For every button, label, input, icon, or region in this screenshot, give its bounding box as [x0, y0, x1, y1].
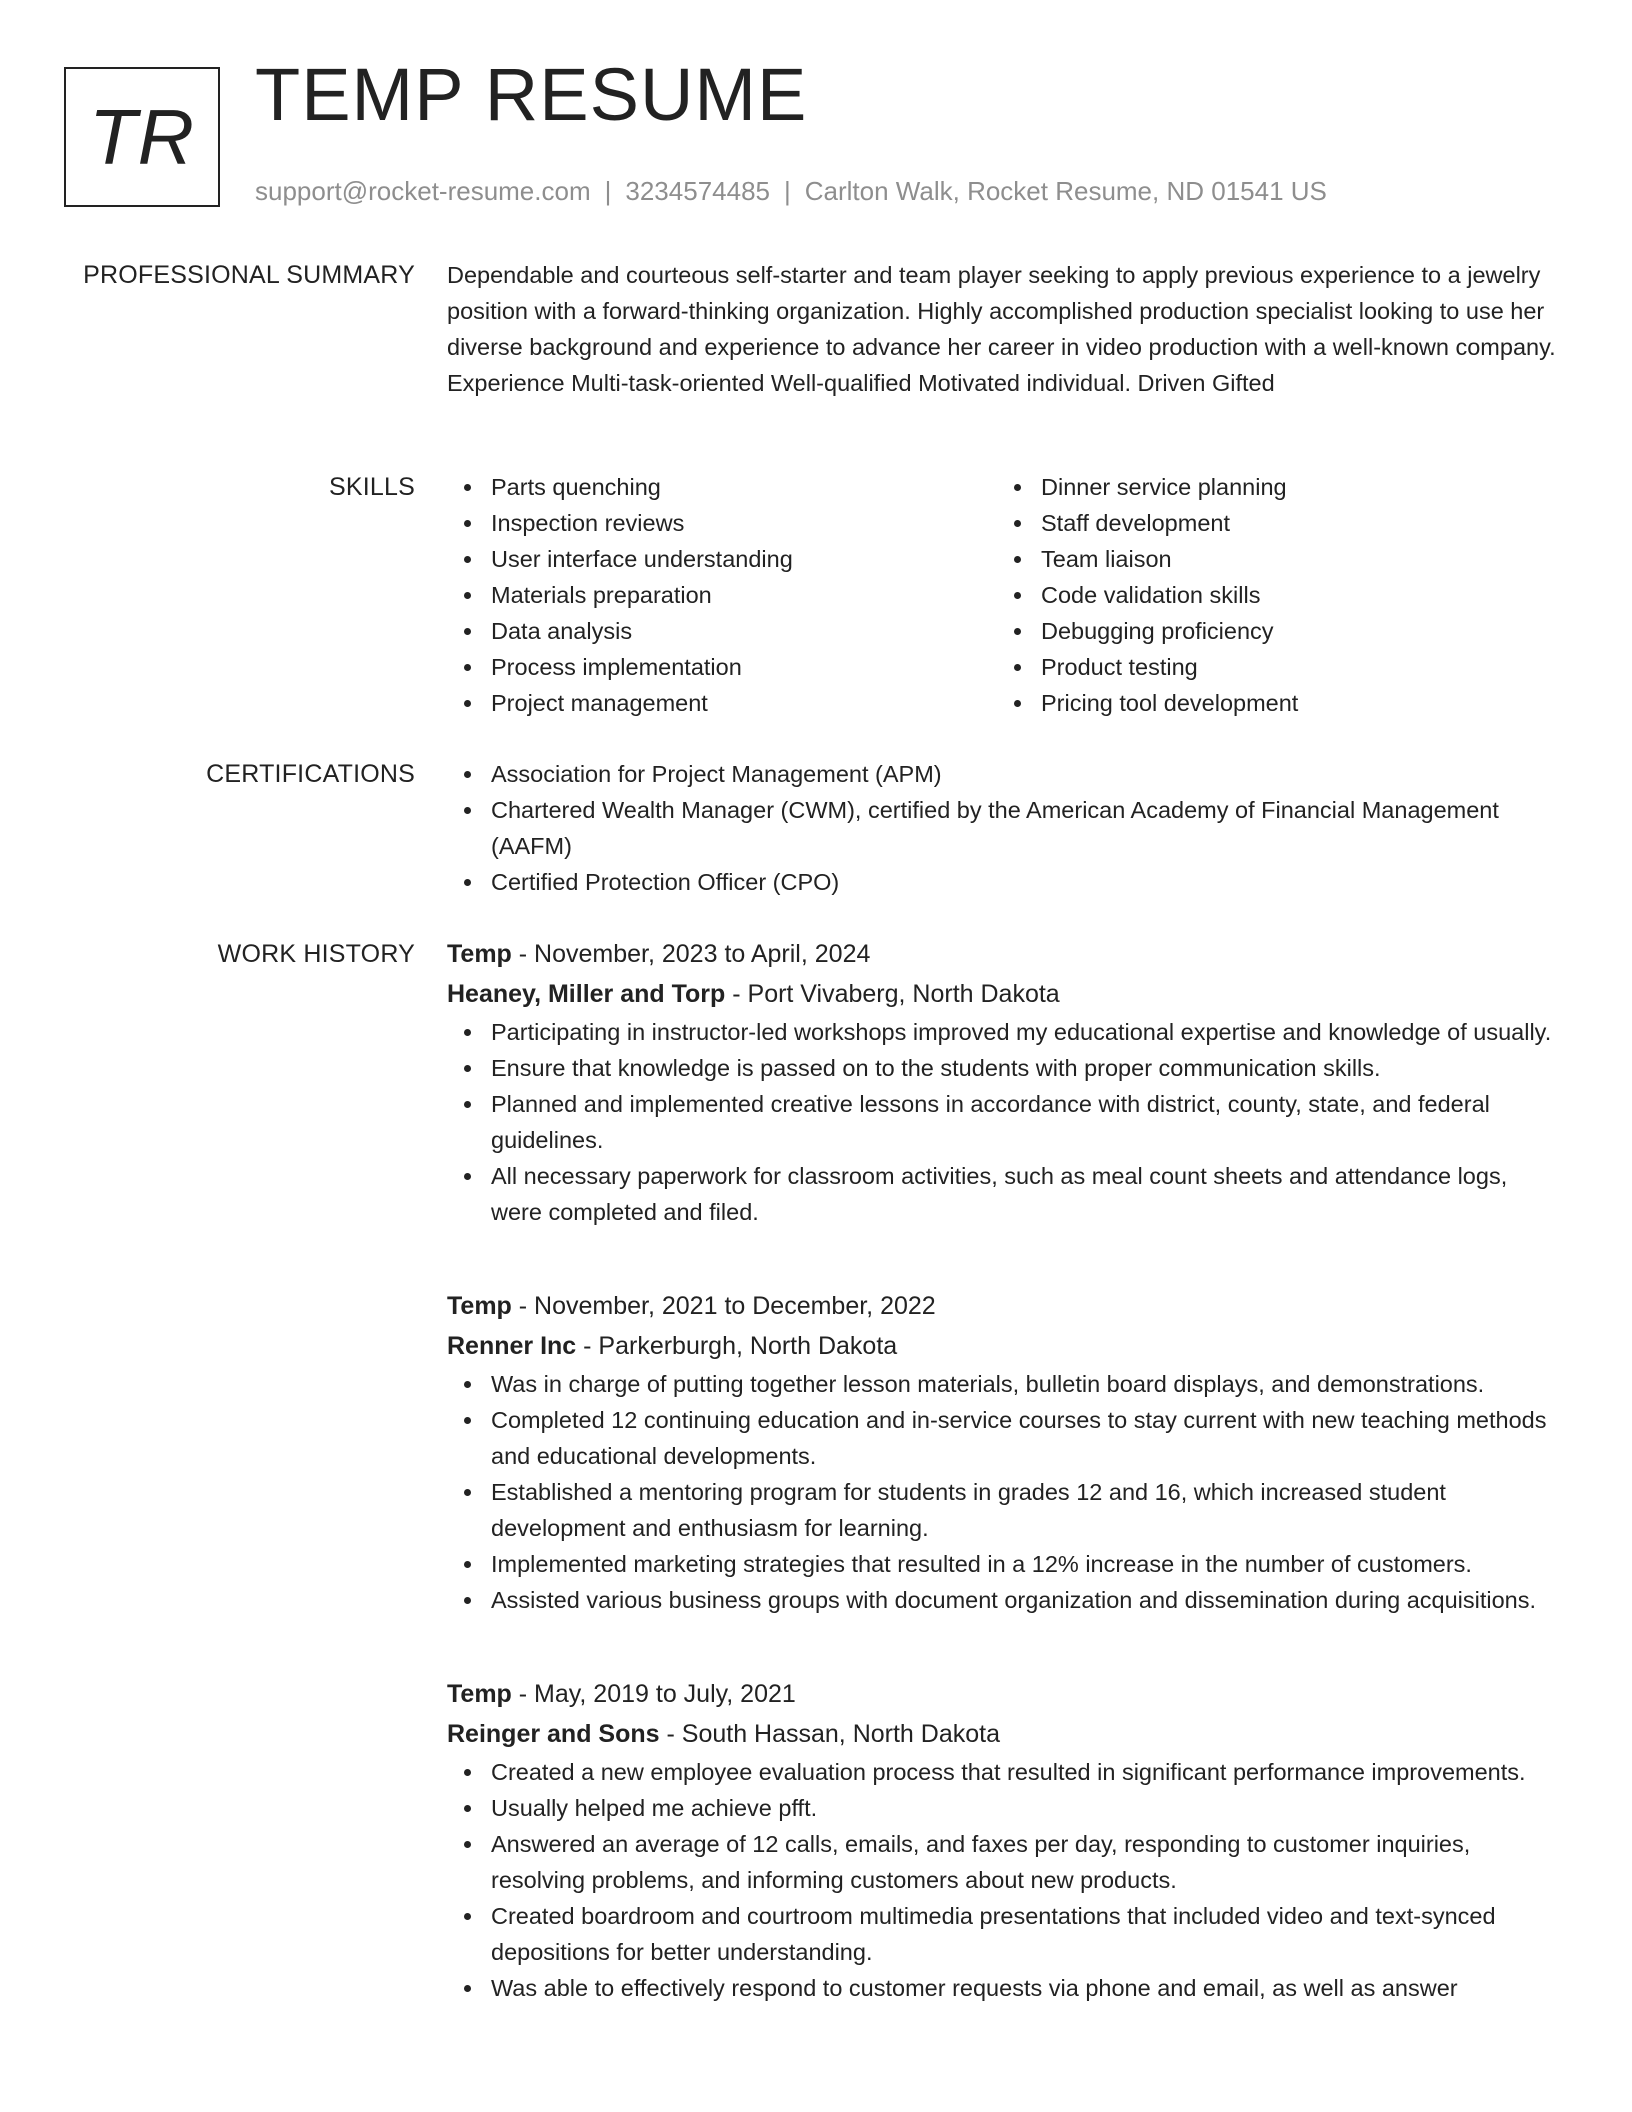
monogram-logo — [64, 67, 220, 207]
monogram-initials: TR — [89, 92, 195, 181]
job-dates: - May, 2019 to July, 2021 — [511, 1680, 796, 1708]
job-bullet: Created boardroom and courtroom multimedia presentations that included video and text-synced depositions for better understanding. — [491, 1898, 1559, 1970]
skills-body — [447, 469, 1559, 721]
skills-heading: SKILLS — [329, 473, 415, 501]
skill-item: Product testing — [1041, 649, 1547, 685]
contact-separator: | — [784, 176, 791, 206]
skill-item: Pricing tool development — [1041, 685, 1547, 721]
resume-name: TEMP RESUME — [255, 53, 808, 136]
contact-phone: 3234574485 — [625, 176, 770, 206]
certification-item: Association for Project Management (APM) — [491, 756, 1559, 792]
skills-column-left — [447, 469, 997, 721]
job-bullet-list — [447, 1366, 1559, 1618]
skill-item: Process implementation — [491, 649, 997, 685]
contact-separator: | — [604, 176, 612, 206]
job-bullet: Participating in instructor-led workshops improved my educational expertise and knowledge of usually. — [491, 1014, 1559, 1050]
certification-item: Chartered Wealth Manager (CWM), certified by the American Academy of Financial Management (AAFM) — [491, 792, 1559, 864]
work-body — [447, 934, 1559, 2006]
job-bullet: Assisted various business groups with document organization and dissemination during acquisitions. — [491, 1582, 1559, 1618]
skill-item: Staff development — [1041, 505, 1547, 541]
work-heading: WORK HISTORY — [217, 940, 415, 968]
job-bullet: Completed 12 continuing education and in-service courses to stay current with new teaching methods and educational developments. — [491, 1402, 1559, 1474]
skill-item: Project management — [491, 685, 997, 721]
job-bullet: Ensure that knowledge is passed on to the students with proper communication skills. — [491, 1050, 1559, 1086]
job-bullet: Answered an average of 12 calls, emails, and faxes per day, responding to customer inquiries, resolving problems, and informing customers about new products. — [491, 1826, 1559, 1898]
job-entry — [447, 934, 1559, 1230]
skill-item: Inspection reviews — [491, 505, 997, 541]
summary-body — [447, 257, 1559, 401]
skills-list-right — [997, 469, 1547, 721]
skill-item: Materials preparation — [491, 577, 997, 613]
job-bullet-list — [447, 1754, 1559, 2006]
job-company: Reinger and Sons — [447, 1720, 660, 1748]
job-dates: - November, 2021 to December, 2022 — [511, 1292, 936, 1320]
job-location: - Port Vivaberg, North Dakota — [725, 980, 1060, 1008]
job-title-line — [447, 1674, 1559, 1714]
job-bullet: Was in charge of putting together lesson materials, bulletin board displays, and demonstrations. — [491, 1366, 1559, 1402]
job-bullet: Was able to effectively respond to customer requests via phone and email, as well as answer — [491, 1970, 1559, 2006]
job-bullet: Planned and implemented creative lessons in accordance with district, county, state, and federal guidelines. — [491, 1086, 1559, 1158]
job-title-line — [447, 1286, 1559, 1326]
job-bullet: Established a mentoring program for students in grades 12 and 16, which increased student development and enthusiasm for learning. — [491, 1474, 1559, 1546]
job-company: Heaney, Miller and Torp — [447, 980, 726, 1008]
job-bullet: Usually helped me achieve pfft. — [491, 1790, 1559, 1826]
skills-column-right — [997, 469, 1547, 721]
summary-text: Dependable and courteous self-starter and team player seeking to apply previous experience to a jewelry position with a forward-thinking organization. Highly accomplished production specialist looking to use her diverse background and experience to advance her career in video production with a well-known company. Experience Multi-task-oriented Well-qualified Motivated individual. Driven Gifted — [447, 262, 1556, 396]
job-entry — [447, 1674, 1559, 2006]
job-bullet-list — [447, 1014, 1559, 1230]
certifications-list — [447, 756, 1559, 900]
contact-line — [255, 176, 1327, 207]
skill-item: Data analysis — [491, 613, 997, 649]
job-bullet: Created a new employee evaluation process that resulted in significant performance improvements. — [491, 1754, 1559, 1790]
job-title: Temp — [447, 1292, 512, 1320]
skill-item: User interface understanding — [491, 541, 997, 577]
job-location: - Parkerburgh, North Dakota — [576, 1332, 898, 1360]
job-company: Renner Inc — [447, 1332, 577, 1360]
job-dates: - November, 2023 to April, 2024 — [511, 940, 871, 968]
skill-item: Debugging proficiency — [1041, 613, 1547, 649]
job-entry — [447, 1286, 1559, 1618]
skill-item: Dinner service planning — [1041, 469, 1547, 505]
skills-list-left — [447, 469, 997, 721]
job-title: Temp — [447, 1680, 512, 1708]
job-title: Temp — [447, 940, 512, 968]
skill-item: Code validation skills — [1041, 577, 1547, 613]
job-location: - South Hassan, North Dakota — [659, 1720, 1000, 1748]
certification-item: Certified Protection Officer (CPO) — [491, 864, 1559, 900]
job-title-line — [447, 934, 1559, 974]
certifications-body — [447, 756, 1559, 900]
job-company-line — [447, 1326, 1559, 1366]
job-bullet: All necessary paperwork for classroom activities, such as meal count sheets and attendance logs, were completed and filed. — [491, 1158, 1559, 1230]
summary-heading: PROFESSIONAL SUMMARY — [83, 261, 415, 289]
skill-item: Parts quenching — [491, 469, 997, 505]
certifications-heading: CERTIFICATIONS — [206, 760, 415, 788]
skill-item: Team liaison — [1041, 541, 1547, 577]
job-company-line — [447, 1714, 1559, 1754]
job-company-line — [447, 974, 1559, 1014]
contact-email: support@rocket-resume.com — [255, 176, 591, 206]
contact-address: Carlton Walk, Rocket Resume, ND 01541 US — [804, 176, 1327, 206]
job-bullet: Implemented marketing strategies that resulted in a 12% increase in the number of customers. — [491, 1546, 1559, 1582]
